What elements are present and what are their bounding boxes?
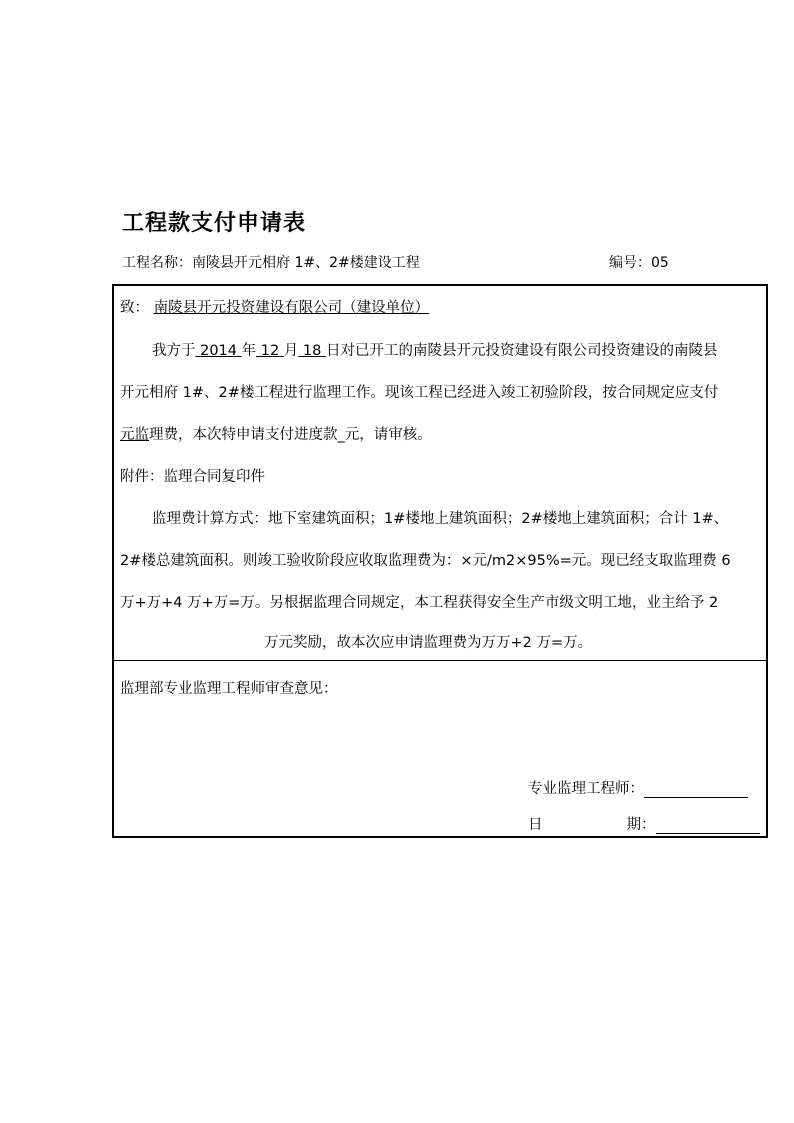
to-label: 致： [120,300,149,316]
month-value: 12 [260,343,280,359]
calc-line-2: 2#楼总建筑面积。则竣工验收阶段应收取监理费为：×元/m2×95%=元。现已经支取监理费 6 [120,553,731,569]
project-name: 南陵县开元相府 1#、2#楼建设工程 [192,255,420,271]
paragraph-line-3 [120,423,432,444]
year-value: 2014 [200,343,238,359]
review-section [114,661,766,838]
application-section [114,286,766,661]
number-label: 编号： [609,255,651,271]
calc-line-1: 监理费计算方式：地下室建筑面积；1#楼地上建筑面积；2#楼地上建筑面积；合计 1#、 [152,511,729,527]
day-value: 18 [302,343,322,359]
engineer-label: 专业监理工程师： [528,781,644,797]
recipient-role: （建设单位） [342,300,430,316]
paragraph-line-1 [152,339,717,360]
fee-underlined: 元监 [120,427,149,443]
date-row [528,813,760,834]
project-label: 工程名称： [122,255,192,271]
recipient-line [120,296,429,317]
number-row [609,252,669,272]
date-label-1: 日 [528,817,543,833]
recipient-name: 南陵县开元投资建设有限公司 [153,300,343,316]
date-blank [656,817,760,834]
date-year [196,343,242,359]
project-name-row [122,252,420,272]
month-suffix: 月 [283,343,299,359]
payment-application-form [112,284,768,838]
calc-line-3: 万+万+4 万+万=万。另根据监理合同规定，本工程获得安全生产市级文明工地，业主给予 2 [120,595,719,611]
date-month [256,343,284,359]
page-title: 工程款支付申请表 [122,210,307,236]
fee-rest: 理费，本次特申请支付进度款_元，请审核。 [149,427,432,443]
calc-line-4: 万元奖励，故本次应申请监理费为万万+2 万=万。 [264,635,593,651]
engineer-signature-row [528,777,748,798]
paragraph-rest: 日对已开工的南陵县开元投资建设有限公司投资建设的南陵县 [325,343,718,359]
year-suffix: 年 [241,343,257,359]
date-day [298,343,326,359]
number-value: 05 [651,255,669,271]
review-label: 监理部专业监理工程师审查意见： [120,681,338,697]
intro-text: 我方于 [152,343,196,359]
paragraph-line-2: 开元相府 1#、2#楼工程进行监理工作。现该工程已经进入竣工初验阶段，按合同规定应支付 [120,385,719,401]
attachment-line: 附件：监理合同复印件 [120,469,265,485]
date-label-2: 期： [626,817,656,833]
engineer-signature-blank [644,781,748,798]
